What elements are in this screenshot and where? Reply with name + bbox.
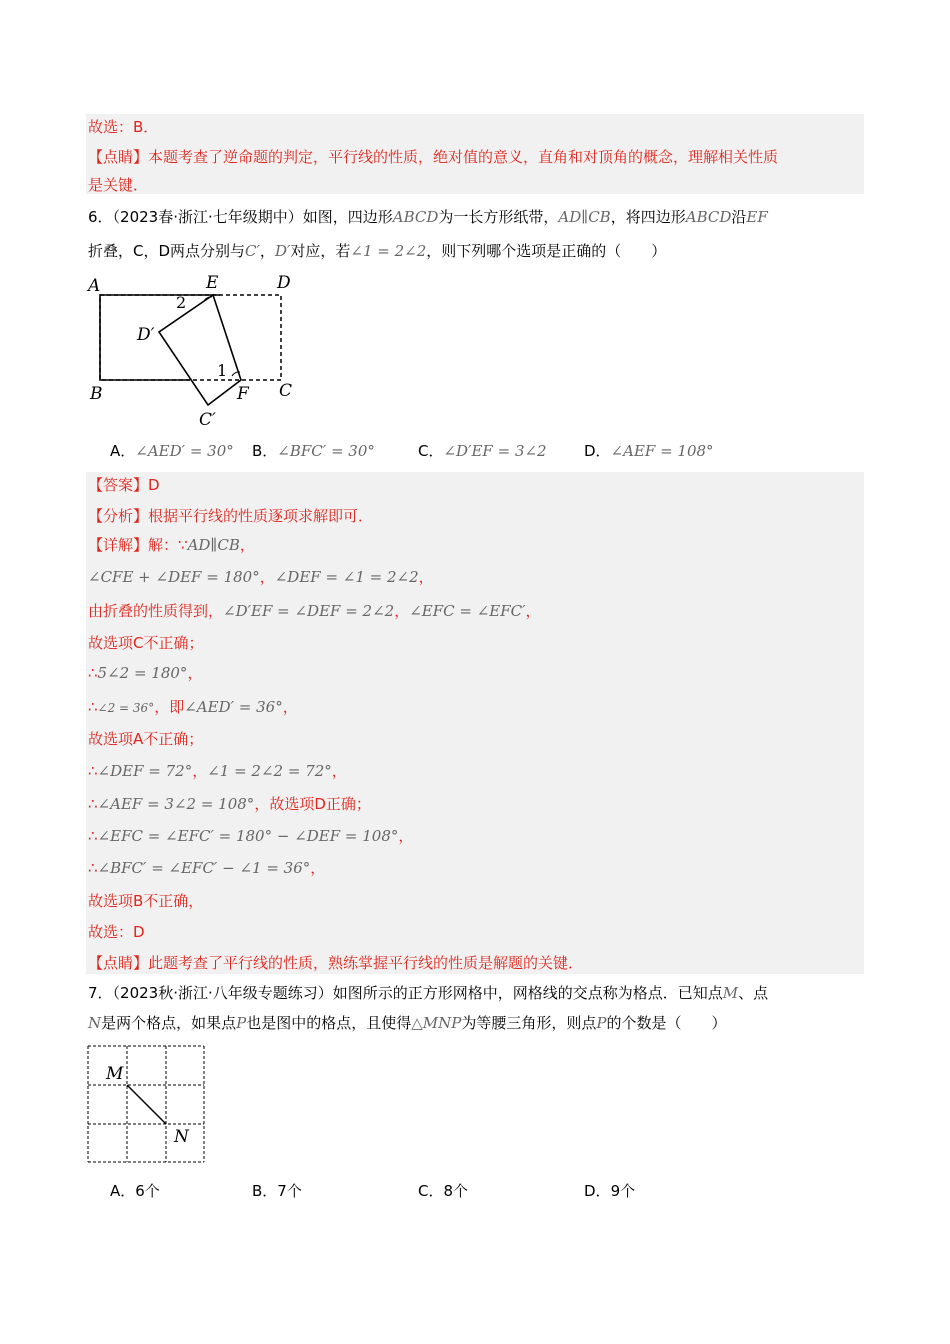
option-letter: D． — [584, 1182, 611, 1200]
q7-math: P — [596, 1014, 607, 1032]
q6-step7 — [88, 760, 347, 782]
option-letter: B． — [252, 1182, 278, 1200]
q7-option-c[interactable] — [418, 1180, 468, 1202]
step-math: ∠1 = 2∠2 = 72° — [207, 762, 332, 780]
q6-option-a[interactable] — [110, 440, 234, 462]
q6-detail-intro — [88, 534, 255, 556]
q6-analysis — [88, 505, 373, 527]
q6-step6: 故选项A不正确； — [88, 730, 204, 748]
q6-option-d[interactable] — [584, 440, 714, 462]
label-C-prime: C′ — [199, 410, 216, 430]
option-letter: A． — [110, 442, 136, 460]
q7-stem-text: 、点 — [738, 984, 769, 1002]
q6-math: C′ — [245, 242, 260, 260]
step-text: ， — [192, 762, 208, 780]
q7-option-b[interactable] — [252, 1180, 302, 1202]
q7-stem-text: 的个数是（ ） — [606, 1014, 727, 1032]
label-N: N — [174, 1127, 189, 1147]
q6-step3: 故选项C不正确； — [88, 634, 204, 652]
step-text: ，故选项D正确； — [254, 795, 371, 813]
q6-math: D′ — [274, 242, 291, 260]
q7-stem-text: 7．（2023秋·浙江·八年级专题练习）如图所示的正方形网格中，网格线的交点称为格点．已知点 — [88, 984, 723, 1002]
q6-stem-line1 — [88, 206, 768, 228]
folded-quadrilateral — [159, 295, 241, 405]
option-letter: C． — [418, 442, 444, 460]
option-text: 8个 — [443, 1182, 469, 1200]
option-expr: ∠AEF = 108° — [610, 442, 714, 460]
q6-math: AD∥CB — [558, 208, 611, 226]
q7-math: △MNP — [411, 1014, 462, 1032]
q6-step9 — [88, 825, 413, 847]
q6-option-b[interactable] — [252, 440, 375, 462]
step-math: ∠EFC = ∠EFC′ = 180° − ∠DEF = 108° — [97, 827, 399, 845]
option-expr: ∠D′EF = 3∠2 — [443, 442, 547, 460]
step-math: ∠2 = 36° — [97, 701, 155, 715]
q6-step2 — [88, 600, 541, 622]
q7-stem-text: 是两个格点，如果点 — [101, 1014, 237, 1032]
label-A: A — [88, 276, 101, 296]
option-text: 6个 — [135, 1182, 160, 1200]
label-angle-2: 2 — [176, 293, 187, 312]
therefore-symbol: ∴ — [88, 795, 98, 813]
q6-stem-line2 — [88, 240, 666, 262]
q7-grid-figure — [86, 1044, 208, 1166]
q6-math: ∠1 = 2∠2 — [350, 242, 427, 260]
step-text: 由折叠的性质得到， — [88, 602, 224, 620]
q6-figure — [80, 268, 305, 438]
step-math: ∠CFE + ∠DEF = 180° — [88, 568, 260, 586]
step-text: ， — [310, 859, 326, 877]
q6-step4 — [88, 662, 202, 684]
q6-stem-text: 为一长方形纸带， — [438, 208, 559, 226]
q6-option-c[interactable] — [418, 440, 547, 462]
label-F: F — [237, 384, 249, 404]
original-rectangle-dashed — [100, 295, 281, 380]
label-M: M — [106, 1064, 124, 1084]
analysis-text: 根据平行线的性质逐项求解即可． — [148, 507, 374, 525]
therefore-symbol: ∴ — [88, 664, 98, 682]
q7-math: M — [722, 984, 739, 1002]
option-letter: D． — [584, 442, 611, 460]
q6-stem-text: 沿 — [731, 208, 747, 226]
q6-step5 — [88, 696, 298, 719]
comment-tag: 【点睛】 — [88, 954, 149, 972]
q6-step1 — [88, 566, 434, 588]
q6-step11: 故选项B不正确， — [88, 892, 204, 910]
label-E: E — [206, 273, 219, 293]
answer-tag: 【答案】 — [88, 476, 149, 494]
option-letter: A． — [110, 1182, 136, 1200]
q6-math: EF — [746, 208, 768, 226]
step-math: ∠DEF = 72° — [97, 762, 193, 780]
q7-stem-line1 — [88, 982, 768, 1004]
step-math: ∠AED′ = 36° — [184, 698, 283, 716]
option-letter: B． — [252, 442, 278, 460]
q6-math: ABCD — [685, 208, 732, 226]
q6-choice: 故选：D — [88, 923, 145, 941]
label-C: C — [279, 381, 293, 401]
segment-MN — [127, 1085, 166, 1124]
step-math: 5∠2 = 180° — [97, 664, 188, 682]
q6-stem-text: ， — [259, 242, 275, 260]
q7-option-d[interactable] — [584, 1180, 635, 1202]
option-expr: ∠AED′ = 30° — [135, 442, 234, 460]
q6-step8 — [88, 793, 371, 815]
q7-stem-line2 — [88, 1012, 727, 1034]
q6-stem-text: 对应，若 — [290, 242, 351, 260]
step-math: ∠EFC = ∠EFC′ — [409, 602, 526, 620]
q6-stem-text: 折叠，C，D两点分别与 — [88, 242, 246, 260]
label-D: D — [277, 273, 291, 293]
step-text: ， — [418, 568, 434, 586]
option-text: 9个 — [610, 1182, 636, 1200]
option-expr: ∠BFC′ = 30° — [277, 442, 375, 460]
option-letter: C． — [418, 1182, 444, 1200]
detail-math: AD∥CB — [187, 536, 240, 554]
q5-comment-tag: 【点睛】 — [88, 148, 149, 166]
analysis-tag: 【分析】 — [88, 507, 149, 525]
step-math: ∠AEF = 3∠2 = 108° — [97, 795, 255, 813]
q6-answer — [88, 474, 160, 496]
step-text: ， — [394, 602, 410, 620]
q7-math: N — [88, 1014, 102, 1032]
step-text: ，即 — [154, 698, 185, 716]
step-math: ∠DEF = ∠1 = 2∠2 — [274, 568, 419, 586]
step-text: ， — [525, 602, 541, 620]
therefore-symbol: ∴ — [88, 698, 98, 716]
step-math: ∠D′EF = ∠DEF = 2∠2 — [223, 602, 395, 620]
step-text: ， — [331, 762, 347, 780]
q5-comment-line2: 是关键． — [88, 176, 149, 194]
q6-comment — [88, 952, 583, 974]
detail-text: 解：∵ — [148, 536, 188, 554]
step-text: ， — [398, 827, 414, 845]
detail-text: ， — [239, 536, 255, 554]
therefore-symbol: ∴ — [88, 859, 98, 877]
step-math: ∠BFC′ = ∠EFC′ − ∠1 = 36° — [97, 859, 311, 877]
therefore-symbol: ∴ — [88, 762, 98, 780]
q6-stem-text: 6．（2023春·浙江·七年级期中）如图，四边形 — [88, 208, 393, 226]
q5-comment-text: 本题考查了逆命题的判定，平行线的性质，绝对值的意义，直角和对顶角的概念，理解相关性质 — [148, 148, 779, 166]
step-text: ， — [187, 664, 203, 682]
step-text: ， — [259, 568, 275, 586]
q6-stem-text: ，将四边形 — [610, 208, 686, 226]
therefore-symbol: ∴ — [88, 827, 98, 845]
q6-math: ABCD — [392, 208, 439, 226]
q7-math: P — [236, 1014, 247, 1032]
answer-value: D — [148, 476, 160, 494]
q5-comment-line1 — [88, 146, 778, 168]
q6-step10 — [88, 857, 325, 879]
q6-stem-text: ，则下列哪个选项是正确的（ ） — [426, 242, 667, 260]
q5-choice: 故选：B． — [88, 118, 159, 136]
step-text: ， — [282, 698, 298, 716]
label-B: B — [90, 384, 103, 404]
rectangle-solid-edges — [100, 295, 220, 380]
detail-tag: 【详解】 — [88, 536, 149, 554]
option-text: 7个 — [277, 1182, 302, 1200]
q7-stem-text: 为等腰三角形，则点 — [461, 1014, 597, 1032]
comment-text: 此题考查了平行线的性质，熟练掌握平行线的性质是解题的关键． — [148, 954, 584, 972]
q7-stem-text: 也是图中的格点，且使得 — [246, 1014, 412, 1032]
label-D-prime: D′ — [137, 325, 155, 345]
label-angle-1: 1 — [217, 361, 228, 380]
q7-option-a[interactable] — [110, 1180, 160, 1202]
